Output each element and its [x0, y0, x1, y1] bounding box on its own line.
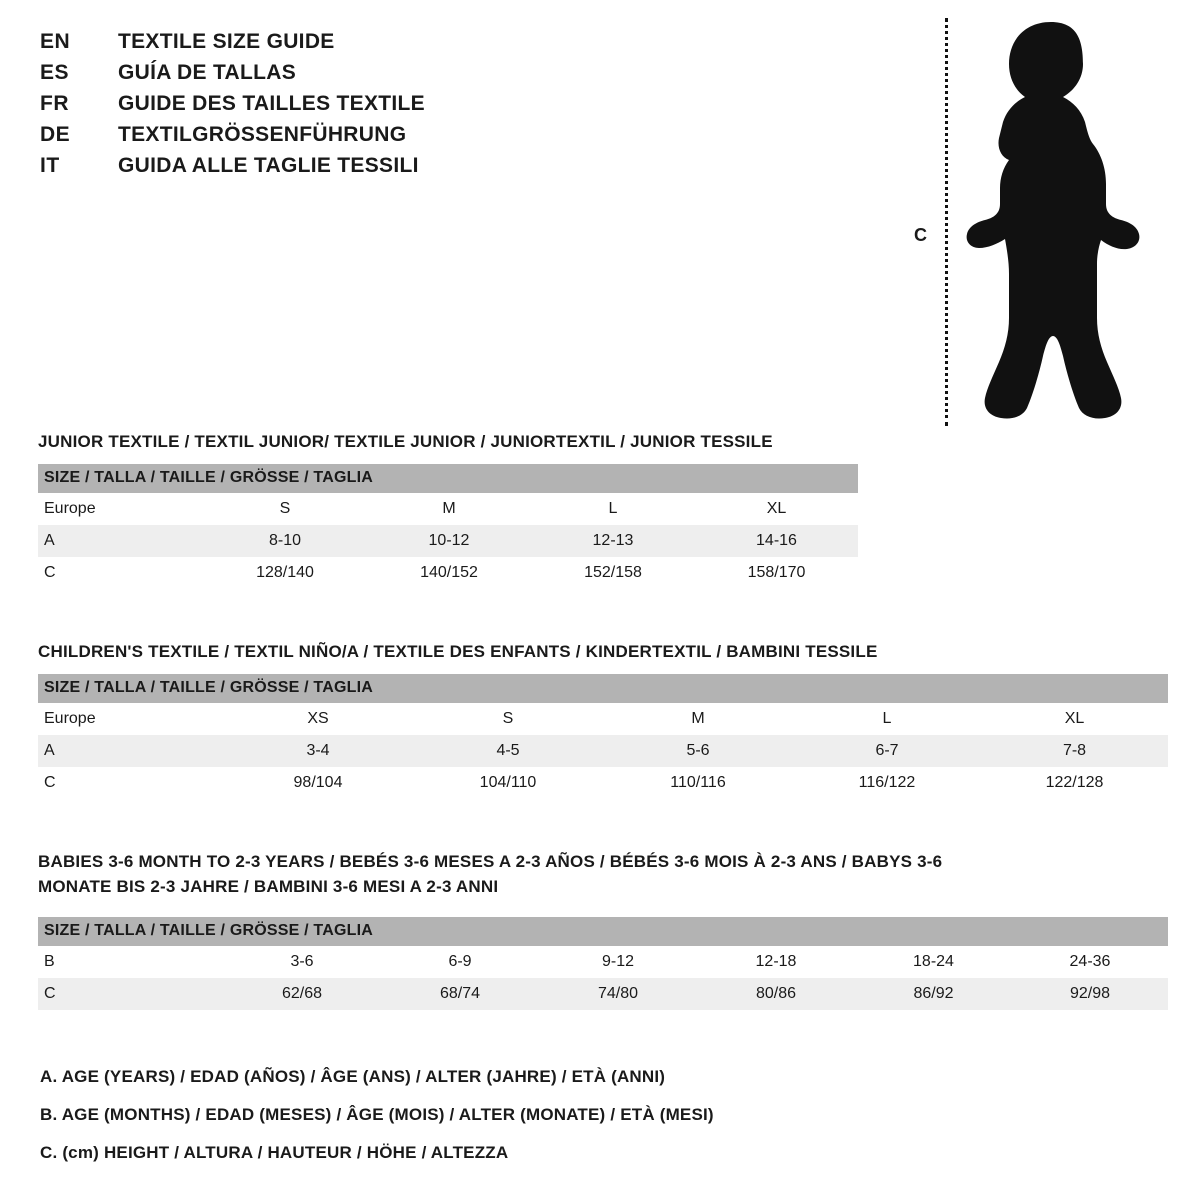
table-row: [38, 946, 1168, 978]
header-title-text: TEXTILE SIZE GUIDE: [118, 30, 335, 53]
cell: 24-36: [1012, 946, 1168, 978]
header-language-titles: [40, 30, 740, 185]
header-title-text: GUIDE DES TAILLES TEXTILE: [118, 92, 425, 115]
table-row: [38, 978, 1168, 1010]
cell: 62/68: [223, 978, 381, 1010]
cell: S: [413, 703, 603, 735]
row-label: Europe: [38, 703, 223, 735]
cell: 12-18: [697, 946, 855, 978]
size-bar-label: SIZE / TALLA / TAILLE / GRÖSSE / TAGLIA: [38, 674, 1168, 703]
section-title: JUNIOR TEXTILE / TEXTIL JUNIOR/ TEXTILE JUNIOR / JUNIORTEXTIL / JUNIOR TESSILE: [38, 432, 773, 451]
cell: M: [603, 703, 793, 735]
table-row: [38, 493, 858, 525]
section-title: BABIES 3-6 MONTH TO 2-3 YEARS / BEBÉS 3-6 MESES A 2-3 AÑOS / BÉBÉS 3-6 MOIS À 2-3 ANS / BABYS 3-6 MONATE BIS 2-3 JAHRE / BAMBINI 3-6 MESI A 2-3 ANNI: [38, 852, 943, 896]
cell: M: [367, 493, 531, 525]
cell: 3-6: [223, 946, 381, 978]
header-row: [40, 154, 740, 185]
cell: 98/104: [223, 767, 413, 799]
height-marker-label: C: [914, 225, 927, 245]
cell: 122/128: [981, 767, 1168, 799]
header-lang-code: EN: [40, 30, 71, 53]
size-table-babies: [38, 946, 1168, 1010]
cell: 86/92: [855, 978, 1012, 1010]
header-row: [40, 61, 740, 92]
table-row: [38, 767, 1168, 799]
cell: XS: [223, 703, 413, 735]
row-label: B: [38, 946, 223, 978]
legend-line-c: C. (cm) HEIGHT / ALTURA / HAUTEUR / HÖHE / ALTEZZA: [40, 1143, 509, 1162]
size-table-children: [38, 703, 1168, 799]
cell: 6-7: [793, 735, 981, 767]
cell: 14-16: [695, 525, 858, 557]
header-lang-code: ES: [40, 61, 70, 84]
size-table-junior: [38, 493, 858, 589]
cell: 140/152: [367, 557, 531, 589]
cell: 68/74: [381, 978, 539, 1010]
cell: XL: [981, 703, 1168, 735]
header-row: [40, 123, 740, 154]
header-lang-code: IT: [40, 154, 60, 177]
section-babies-textile: [38, 850, 1168, 1010]
legend-line-a: A. AGE (YEARS) / EDAD (AÑOS) / ÂGE (ANS) / ALTER (JAHRE) / ETÀ (ANNI): [40, 1067, 666, 1086]
table-row: [38, 735, 1168, 767]
cell: 80/86: [697, 978, 855, 1010]
legend-notes: [40, 1068, 1140, 1182]
measurement-figure: [900, 10, 1160, 430]
cell: 18-24: [855, 946, 1012, 978]
section-junior-textile: [38, 430, 858, 589]
cell: 5-6: [603, 735, 793, 767]
cell: 3-4: [223, 735, 413, 767]
row-label: C: [38, 978, 223, 1010]
header-title-text: TEXTILGRÖSSENFÜHRUNG: [118, 123, 407, 146]
child-silhouette-icon: [955, 18, 1155, 428]
row-label: C: [38, 557, 203, 589]
cell: XL: [695, 493, 858, 525]
section-title: CHILDREN'S TEXTILE / TEXTIL NIÑO/A / TEXTILE DES ENFANTS / KINDERTEXTIL / BAMBINI TESSILE: [38, 642, 878, 661]
cell: S: [203, 493, 367, 525]
header-title-text: GUÍA DE TALLAS: [118, 61, 297, 84]
cell: 74/80: [539, 978, 697, 1010]
table-row: [38, 525, 858, 557]
row-label: C: [38, 767, 223, 799]
size-bar-label: SIZE / TALLA / TAILLE / GRÖSSE / TAGLIA: [38, 917, 1168, 946]
cell: 8-10: [203, 525, 367, 557]
header-title-text: GUIDA ALLE TAGLIE TESSILI: [118, 154, 419, 177]
cell: 4-5: [413, 735, 603, 767]
cell: 7-8: [981, 735, 1168, 767]
header-lang-code: DE: [40, 123, 71, 146]
cell: 12-13: [531, 525, 695, 557]
row-label: Europe: [38, 493, 203, 525]
cell: 9-12: [539, 946, 697, 978]
height-dashed-line: [945, 18, 948, 426]
table-row: [38, 703, 1168, 735]
cell: 92/98: [1012, 978, 1168, 1010]
section-childrens-textile: [38, 640, 1168, 799]
row-label: A: [38, 525, 203, 557]
header-lang-code: FR: [40, 92, 69, 115]
cell: L: [793, 703, 981, 735]
header-row: [40, 30, 740, 61]
row-label: A: [38, 735, 223, 767]
cell: 116/122: [793, 767, 981, 799]
cell: 10-12: [367, 525, 531, 557]
size-bar-label: SIZE / TALLA / TAILLE / GRÖSSE / TAGLIA: [38, 464, 858, 493]
cell: 152/158: [531, 557, 695, 589]
cell: 104/110: [413, 767, 603, 799]
cell: L: [531, 493, 695, 525]
cell: 6-9: [381, 946, 539, 978]
cell: 158/170: [695, 557, 858, 589]
header-row: [40, 92, 740, 123]
legend-line-b: B. AGE (MONTHS) / EDAD (MESES) / ÂGE (MOIS) / ALTER (MONATE) / ETÀ (MESI): [40, 1105, 714, 1124]
cell: 110/116: [603, 767, 793, 799]
cell: 128/140: [203, 557, 367, 589]
table-row: [38, 557, 858, 589]
